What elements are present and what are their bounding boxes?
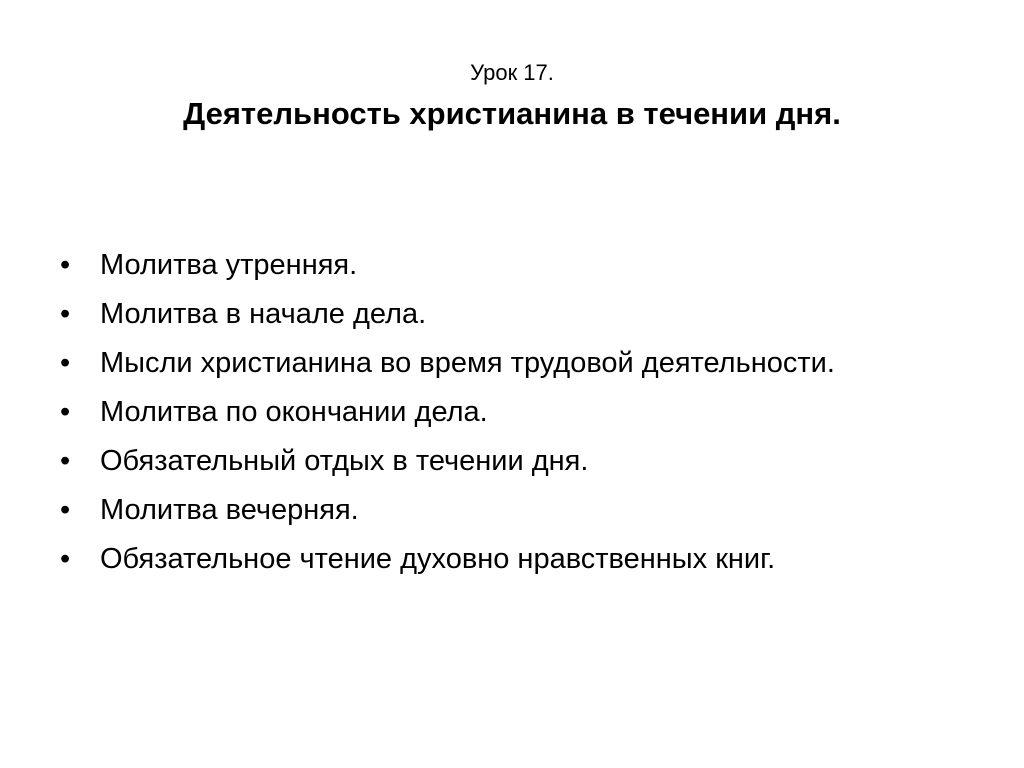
title-block	[0, 58, 1024, 134]
list-item-text: Молитва в начале дела.	[100, 298, 427, 330]
slide-title: Деятельность христианина в течении дня.	[183, 96, 841, 131]
list-item	[60, 344, 940, 383]
list-item	[60, 491, 940, 530]
bullet-list	[60, 246, 940, 589]
list-item	[60, 393, 940, 432]
list-item-text: Обязательное чтение духовно нравственных книг.	[100, 543, 776, 575]
bullet-icon: •	[60, 347, 71, 379]
bullet-icon: •	[60, 445, 71, 477]
list-item	[60, 246, 940, 285]
list-item	[60, 295, 940, 334]
list-item-text: Мысли христианина во время трудовой деятельности.	[100, 347, 835, 379]
bullet-icon: •	[60, 543, 71, 575]
list-item-text: Обязательный отдых в течении дня.	[100, 445, 589, 477]
list-item-text: Молитва вечерняя.	[100, 494, 359, 526]
list-item-text: Молитва утренняя.	[100, 249, 358, 281]
bullet-icon: •	[60, 396, 71, 428]
lesson-label: Урок 17.	[470, 60, 554, 85]
bullet-icon: •	[60, 494, 71, 526]
list-item-text: Молитва по окончании дела.	[100, 396, 488, 428]
bullet-icon: •	[60, 249, 71, 281]
list-item	[60, 540, 940, 579]
bullet-icon: •	[60, 298, 71, 330]
list-item	[60, 442, 940, 481]
